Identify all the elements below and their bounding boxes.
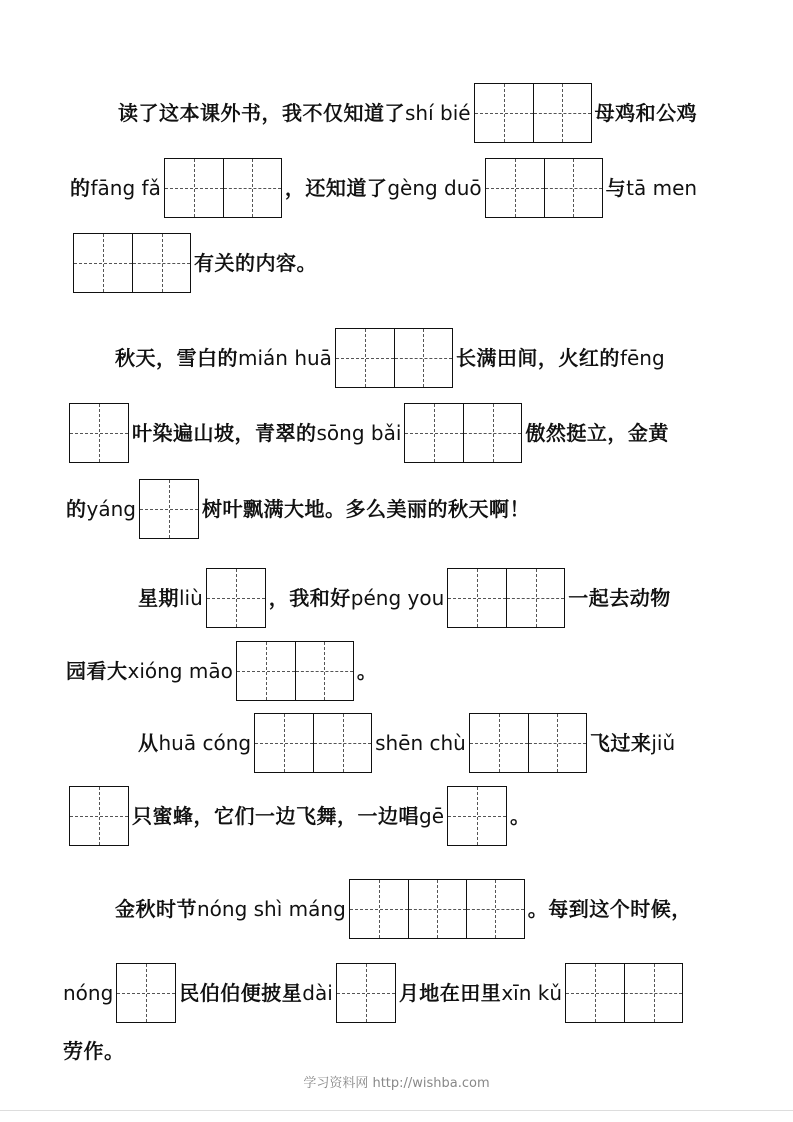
tianzige-answer-box[interactable]	[565, 963, 683, 1023]
tianzige-answer-box[interactable]	[69, 403, 129, 463]
tianzige-answer-box[interactable]	[474, 83, 592, 143]
pinyin-text: fēng	[619, 346, 665, 370]
tianzige-answer-box[interactable]	[349, 879, 525, 939]
pinyin-text: nóng	[63, 981, 114, 1005]
tianzige-cell[interactable]	[223, 159, 281, 217]
sentence-text: 秋天，雪白的	[115, 346, 238, 370]
pinyin-text: huā cóng	[158, 731, 252, 755]
tianzige-cell[interactable]	[132, 234, 190, 292]
tianzige-cell[interactable]	[544, 159, 602, 217]
tianzige-cell[interactable]	[448, 569, 506, 627]
tianzige-cell[interactable]	[624, 964, 682, 1022]
tianzige-cell[interactable]	[74, 234, 132, 292]
pinyin-text: mián huā	[238, 346, 332, 370]
sentence-text: 只蜜蜂，它们一边飞舞，一边唱	[132, 804, 419, 828]
sentence-text: 。	[356, 659, 378, 683]
tianzige-cell[interactable]	[336, 329, 394, 387]
tianzige-answer-box[interactable]	[236, 641, 354, 701]
sentence-text: 长满田间，火红的	[455, 346, 620, 370]
pinyin-text: péng you	[350, 586, 445, 610]
tianzige-cell[interactable]	[207, 569, 265, 627]
tianzige-cell[interactable]	[466, 880, 524, 938]
footer-watermark: 学习资料网 http://wishba.com	[303, 1076, 490, 1091]
tianzige-cell[interactable]	[463, 404, 521, 462]
tianzige-cell[interactable]	[117, 964, 175, 1022]
text-line	[115, 327, 665, 389]
tianzige-answer-box[interactable]	[485, 158, 603, 218]
pinyin-text: xióng māo	[127, 659, 233, 683]
tianzige-answer-box[interactable]	[447, 568, 565, 628]
tianzige-cell[interactable]	[470, 714, 528, 772]
tianzige-cell[interactable]	[506, 569, 564, 627]
sentence-text: ，还知道了	[284, 176, 388, 200]
sentence-text: 一起去动物	[568, 586, 671, 610]
tianzige-answer-box[interactable]	[69, 786, 129, 846]
tianzige-cell[interactable]	[337, 964, 395, 1022]
pinyin-text: shēn chù	[375, 731, 466, 755]
text-line	[66, 640, 377, 702]
tianzige-cell[interactable]	[405, 404, 463, 462]
tianzige-cell[interactable]	[255, 714, 313, 772]
sentence-text: 金秋时节	[115, 897, 197, 921]
tianzige-cell[interactable]	[394, 329, 452, 387]
text-line	[115, 878, 692, 940]
tianzige-answer-box[interactable]	[206, 568, 266, 628]
tianzige-answer-box[interactable]	[254, 713, 372, 773]
tianzige-answer-box[interactable]	[335, 328, 453, 388]
text-line	[66, 478, 530, 540]
bottom-rule	[0, 1110, 793, 1111]
text-line	[63, 962, 686, 1024]
sentence-text: 星期	[138, 586, 179, 610]
pinyin-text: tā men	[626, 176, 698, 200]
sentence-text: 。	[510, 804, 531, 828]
pinyin-text: jiǔ	[651, 731, 676, 755]
text-line	[66, 402, 669, 464]
sentence-text: 的	[66, 497, 87, 521]
sentence-text: ，我和好	[268, 586, 351, 610]
tianzige-cell[interactable]	[237, 642, 295, 700]
sentence-text: 与	[605, 176, 627, 200]
tianzige-answer-box[interactable]	[164, 158, 282, 218]
tianzige-cell[interactable]	[448, 787, 506, 845]
text-line	[138, 567, 671, 629]
sentence-text: 叶染遍山坡，青翠的	[132, 421, 317, 445]
tianzige-answer-box[interactable]	[139, 479, 199, 539]
tianzige-answer-box[interactable]	[73, 233, 191, 293]
sentence-text: 飞过来	[589, 731, 652, 755]
tianzige-answer-box[interactable]	[116, 963, 176, 1023]
tianzige-cell[interactable]	[295, 642, 353, 700]
sentence-text: 民伯伯便披星	[179, 981, 303, 1005]
tianzige-cell[interactable]	[140, 480, 198, 538]
sentence-text: 傲然挺立，金黄	[525, 421, 669, 445]
tianzige-answer-box[interactable]	[447, 786, 507, 846]
tianzige-cell[interactable]	[350, 880, 408, 938]
sentence-text: 树叶飘满大地。多么美丽的秋天啊！	[201, 497, 530, 521]
tianzige-cell[interactable]	[165, 159, 223, 217]
sentence-text: 母鸡和公鸡	[594, 101, 698, 125]
tianzige-cell[interactable]	[475, 84, 533, 142]
tianzige-cell[interactable]	[70, 787, 128, 845]
text-line	[66, 785, 531, 847]
pinyin-text: gē	[419, 804, 444, 828]
sentence-text: 从	[138, 731, 159, 755]
sentence-text: 园看大	[66, 659, 128, 683]
tianzige-cell[interactable]	[70, 404, 128, 462]
pinyin-text: yáng	[86, 497, 136, 521]
pinyin-text: shí bié	[405, 101, 471, 125]
tianzige-cell[interactable]	[408, 880, 466, 938]
pinyin-text: sōng bǎi	[316, 421, 402, 445]
text-line	[138, 712, 675, 774]
tianzige-cell[interactable]	[566, 964, 624, 1022]
tianzige-cell[interactable]	[313, 714, 371, 772]
sentence-text: 月地在田里	[398, 981, 502, 1005]
tianzige-answer-box[interactable]	[469, 713, 587, 773]
sentence-text: 劳作。	[63, 1039, 125, 1063]
pinyin-text: xīn kǔ	[501, 981, 562, 1005]
sentence-text: 有关的内容。	[194, 251, 317, 275]
sentence-text: 。每到这个时候，	[527, 897, 692, 921]
pinyin-text: liù	[179, 586, 203, 610]
sentence-text: 读了这本课外书，我不仅知道了	[118, 101, 405, 125]
pinyin-text: nóng shì máng	[197, 897, 346, 921]
tianzige-answer-box[interactable]	[404, 403, 522, 463]
pinyin-text: gèng duō	[387, 176, 482, 200]
pinyin-text: fāng fǎ	[90, 176, 161, 200]
tianzige-cell[interactable]	[533, 84, 591, 142]
tianzige-cell[interactable]	[528, 714, 586, 772]
text-line	[70, 232, 317, 294]
tianzige-answer-box[interactable]	[336, 963, 396, 1023]
pinyin-text: dài	[302, 981, 333, 1005]
text-line	[70, 157, 697, 219]
sentence-text: 的	[70, 176, 91, 200]
tianzige-cell[interactable]	[486, 159, 544, 217]
text-line	[118, 82, 697, 144]
